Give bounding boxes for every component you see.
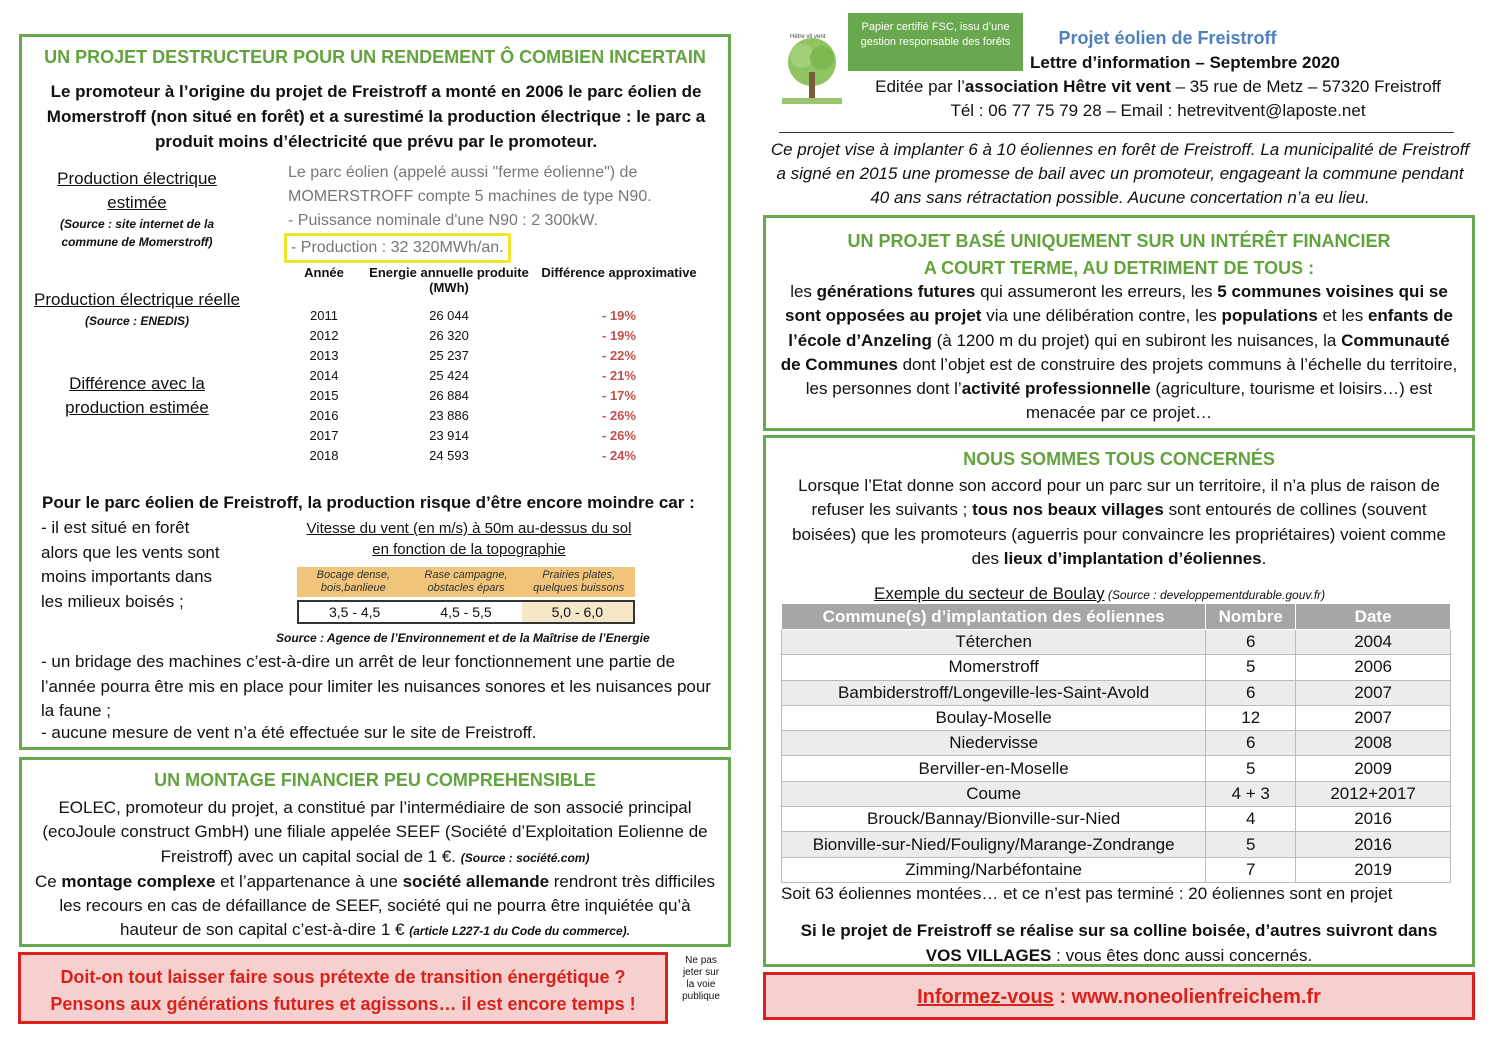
table-row: Boulay-Moselle 12 2007 <box>782 705 1451 730</box>
table-row: 2012 26 320 - 19% <box>309 327 636 343</box>
closing-text: Si le projet de Freistroff se réalise sur sa colline boisée, d’autres suivront dans VOS VILLAGES : vous êtes donc aussi concernés. <box>800 921 1438 965</box>
section-title: UN PROJET BASÉ UNIQUEMENT SUR UN INTÉRÊT FINANCIER A COURT TERME, AU DETRIMENT DE TOUS : <box>847 231 1391 278</box>
website-link[interactable]: www.noneolienfreichem.fr <box>1071 986 1321 1008</box>
table-row: 2011 26 044 - 19% <box>310 307 636 323</box>
table-row: Zimming/Narbéfontaine 7 2019 <box>782 857 1451 882</box>
table-row: Berviller-en-Moselle 5 2009 <box>782 756 1451 781</box>
logo <box>782 32 842 106</box>
reason-no-measure: - aucune mesure de vent n’a été effectuée sur le site de Freistroff. <box>41 723 537 742</box>
section-all-concerned <box>763 435 1475 967</box>
highlighted-production: - Production : 32 320MWh/an. <box>284 233 511 263</box>
production-table: Année Energie annuelle produite (MWh) Différence approximative 2011 26 044 - 19% 2012 26 320 - 19% 2013 25 237 - 22% 2014 25 424 - 21% 2015 26 884 - 17% 2016 23 886 - 26% 2017 23 914 - 26% 2018 24 593 - 24% <box>284 265 704 465</box>
section-title: NOUS SOMMES TOUS CONCERNÉS <box>963 449 1275 469</box>
table-row: 2018 24 593 - 24% <box>309 447 636 463</box>
call-to-action-banner: Doit-on tout laisser faire sous prétexte de transition énergétique ? Pensons aux générations futures et agissons… il est encore temps ! <box>18 952 668 1024</box>
table-row: Bambiderstroff/Longeville-les-Saint-Avold 6 2007 <box>782 680 1451 705</box>
table-row: 2016 23 886 - 26% <box>309 407 636 423</box>
logo-text: Hêtre vit vent <box>790 34 826 40</box>
reason-bridage: - un bridage des machines c’est-à-dire un arrêt de leur fonctionnement une partie de l’année pourra être mis en place pour limiter les nuisances sonores et les nuisances pour la faune ; <box>41 652 711 720</box>
intro-text: Le promoteur à l’origine du projet de Freistroff a monté en 2006 le parc éolien de Momerstroff (non situé en forêt) et a surestimé la production électrique : le parc a produit moins d’électricité que prévu par le promoteur. <box>46 82 706 151</box>
newsletter-subtitle: Lettre d’information – Septembre 2020 <box>1030 53 1340 72</box>
financial-text: EOLEC, promoteur du projet, a constitué par l’intermédiaire de son associé principal (ecoJoule construct GmbH) une filiale appelée SEEF (Société d’Exploitation Eolienne de Freistroff) avec un capital social de 1 €. (Source : société.com) Ce montage complexe et l’appartenance à une société allemande rendront très difficiles les recours en cas de défaillance de SEEF, société qui ne pourra être inquiétée qu’à hauteur de son capital c’est-à-dire 1 € (article L227-1 du Code du commerce). <box>34 798 716 940</box>
table-row: Téterchen 6 2004 <box>782 630 1451 655</box>
header-divider <box>779 132 1454 133</box>
quote-momerstroff: Le parc éolien (appelé aussi "ferme éolienne") de MOMERSTROFF compte 5 machines de type N90. - Puissance nominale d'une N90 : 2 300kW. - Production : 32 320MWh/an. <box>288 161 708 263</box>
publisher-line: Editée par l’association Hêtre vit vent – 35 rue de Metz – 57320 Freistroff <box>875 77 1441 96</box>
section-destructive-project <box>19 34 731 750</box>
table-row: 2017 23 914 - 26% <box>309 427 636 443</box>
side-note: Ne pas jeter sur la voie publique <box>682 955 720 1002</box>
contact-line: Tél : 06 77 75 79 28 – Email : hetrevitvent@laposte.net <box>950 101 1366 120</box>
boulay-table: Commune(s) d’implantation des éoliennes Nombre Date Téterchen 6 2004 Momerstroff 5 2006 Bambiderstroff/Longeville-les-Saint-Avold 6 2007 Boulay-Moselle 12 2007 Niedervisse 6 2008 Berviller-en-Moselle 5 2009 Coume 4 + 3 2012+2017 Brouck/Bannay/Bionville-sur-Nied 4 2016 Bionville-sur-Nied/Fouligny/Marange-Zondrange 5 2016 Zimming/Narbéfontaine 7 2019 <box>781 603 1451 883</box>
reasons-title: Pour le parc éolien de Freistroff, la production risque d’être encore moindre car : <box>42 493 695 512</box>
section-financial-setup <box>19 757 731 947</box>
table-row: Brouck/Bannay/Bionville-sur-Nied 4 2016 <box>782 807 1451 832</box>
table-row: Momerstroff 5 2006 <box>782 655 1451 680</box>
informez-vous-label: Informez-vous <box>917 986 1054 1008</box>
concern-text: Lorsque l’Etat donne son accord pour un parc sur un territoire, il n’a plus de raison de refuser les suivants ; tous nos beaux villages sont entourés de collines (souvent boisées) que les promoteurs (aguerris pour convaincre les propriétaires) voient comme des lieux d’implantation d’éoliennes. <box>792 476 1446 568</box>
table-row: 2014 25 424 - 21% <box>309 367 636 383</box>
total-text: Soit 63 éoliennes montées… et ce n’est pas terminé : 20 éoliennes sont en projet <box>781 884 1393 903</box>
table-row: 2013 25 237 - 22% <box>309 347 636 363</box>
fsc-label: Papier certifié FSC, issu d’une gestion responsable des forêts <box>848 13 1023 71</box>
website-banner: Informez-vous : www.noneolienfreichem.fr <box>763 972 1475 1020</box>
tree-logo-icon <box>782 32 842 106</box>
table-row: Niedervisse 6 2008 <box>782 731 1451 756</box>
table-row: 2015 26 884 - 17% <box>309 387 636 403</box>
section-title: UN MONTAGE FINANCIER PEU COMPREHENSIBLE <box>154 770 596 790</box>
newsletter-title: Projet éolien de Freistroff <box>1058 28 1277 48</box>
section-financial-interest <box>763 215 1475 431</box>
label-difference: Différence avec la production estimée <box>65 374 209 417</box>
reason-forest: - il est situé en forêt alors que les vents sont moins importants dans les milieux boisés ; <box>41 518 220 611</box>
wind-chart-title: Vitesse du vent (en m/s) à 50m au-dessus du sol en fonction de la topographie <box>306 520 632 558</box>
wind-speed-table: Bocage dense, bois,banlieue Rase campagne, obstacles épars Prairies plates, quelques buissons 3,5 - 4,5 4,5 - 5,5 5,0 - 6,0 <box>297 567 635 624</box>
summary-text: Ce projet vise à implanter 6 à 10 éoliennes en forêt de Freistroff. La municipalité de Freistroff a signé en 2015 une promesse de bail avec un promoteur, engageant la commune pendant 40 ans sans rétractation possible. Aucune concertation n’a eu lieu. <box>770 140 1470 207</box>
example-caption: Exemple du secteur de Boulay (Source : developpementdurable.gouv.fr) <box>874 584 1326 603</box>
table-row: Coume 4 + 3 2012+2017 <box>782 781 1451 806</box>
table-row: Bionville-sur-Nied/Fouligny/Marange-Zondrange 5 2016 <box>782 832 1451 857</box>
wind-source: Source : Agence de l’Environnement et de la Maîtrise de l’Energie <box>276 631 650 645</box>
section-title: UN PROJET DESTRUCTEUR POUR UN RENDEMENT Ô COMBIEN INCERTAIN <box>44 47 706 67</box>
label-real-production: Production électrique réelle (Source : ENEDIS) <box>33 290 240 328</box>
label-estimated-production: Production électrique estimée (Source : site internet de la commune de Momerstroff) <box>57 169 217 249</box>
stakeholders-text: les générations futures qui assumeront les erreurs, les 5 communes voisines qui se sont opposées au projet via une délibération contre, les populations et les enfants de l’école d’Anzeling (à 1200 m du projet) qui en subiront les nuisances, la Communauté de Communes dont l’objet est de construire des projets communs à l’échelle du territoire, les personnes dont l’activité professionnelle (agriculture, tourisme et loisirs…) est menacée par ce projet… <box>780 282 1458 423</box>
